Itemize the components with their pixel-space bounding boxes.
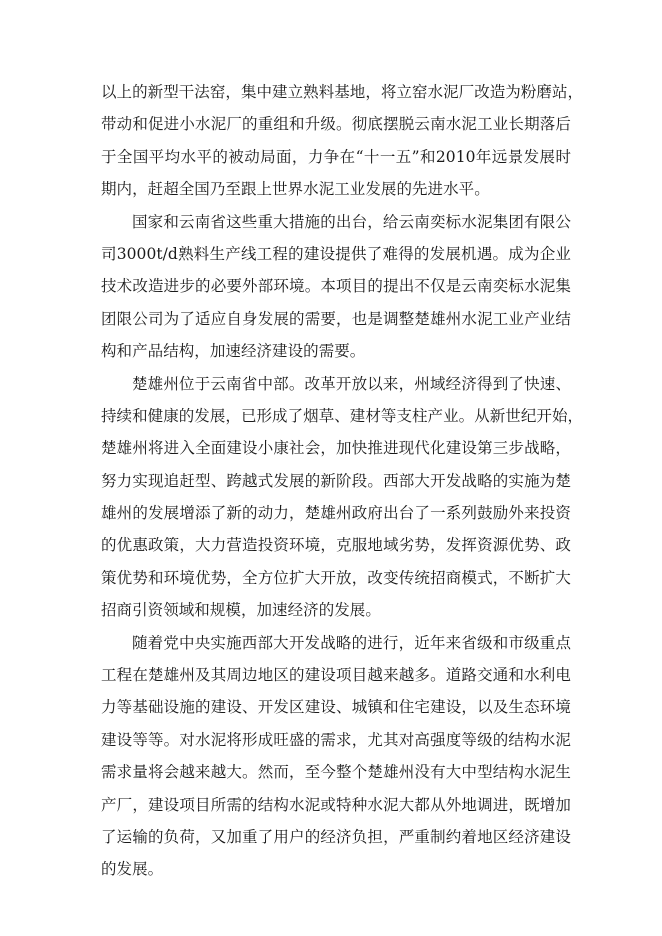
text-line: 持续和健康的发展，已形成了烟草、建材等支柱产业。从新世纪开始， xyxy=(101,406,584,425)
text-line: 团限公司为了适应自身发展的需要，也是调整楚雄州水泥工业产业结 xyxy=(101,309,571,328)
text-line: 了运输的负荷，又加重了用户的经济负担，严重制约着地区经济建设 xyxy=(101,827,571,846)
text-line: 雄州的发展增添了新的动力，楚雄州政府出台了一系列鼓励外来投资 xyxy=(101,504,571,523)
text-line: 建设等等。对水泥将形成旺盛的需求，尤其对高强度等级的结构水泥 xyxy=(101,730,571,749)
text-line: 力等基础设施的建设、开发区建设、城镇和住宅建设，以及生态环境 xyxy=(101,698,571,717)
text-line: 带动和促进小水泥厂的重组和升级。彻底摆脱云南水泥工业长期落后 xyxy=(101,115,571,134)
paragraph-end-line: 期内，赶超全国乃至跟上世界水泥工业发展的先进水平。 xyxy=(101,180,490,199)
text-line: 策优势和环境优势，全方位扩大开放，改变传统招商模式，不断扩大 xyxy=(101,568,571,587)
text-line: 努力实现追赶型、跨越式发展的新阶段。西部大开发战略的实施为楚 xyxy=(101,471,571,490)
paragraph-end-line: 的发展。 xyxy=(101,860,164,879)
paragraph-first-line: 国家和云南省这些重大措施的出台，给云南奕标水泥集团有限公 xyxy=(132,212,571,231)
text-line: 于全国平均水平的被动局面，力争在“十一五”和2010年远景发展时 xyxy=(101,147,571,166)
text-line: 技术改造进步的必要外部环境。本项目的提出不仅是云南奕标水泥集 xyxy=(101,277,571,296)
text-line: 的优惠政策，大力营造投资环境，克服地域劣势，发挥资源优势、政 xyxy=(101,536,571,555)
text-line: 楚雄州将进入全面建设小康社会，加快推进现代化建设第三步战略， xyxy=(101,439,571,458)
paragraph-end-line: 招商引资领域和规模，加速经济的发展。 xyxy=(101,601,381,620)
paragraph-first-line: 楚雄州位于云南省中部。改革开放以来，州域经济得到了快速、 xyxy=(132,374,571,393)
paragraph-end-line: 构和产品结构，加速经济建设的需要。 xyxy=(101,342,366,361)
paragraph-first-line: 随着党中央实施西部大开发战略的进行，近年来省级和市级重点 xyxy=(132,633,571,652)
text-line: 工程在楚雄州及其周边地区的建设项目越来越多。道路交通和水利电 xyxy=(101,666,571,685)
text-line: 需求量将会越来越大。然而，至今整个楚雄州没有大中型结构水泥生 xyxy=(101,763,571,782)
text-line: 产厂，建设项目所需的结构水泥或特种水泥大都从外地调进，既增加 xyxy=(101,795,571,814)
text-line: 司3000t/d熟料生产线工程的建设提供了难得的发展机遇。成为企业 xyxy=(101,244,571,263)
body-text xyxy=(101,76,584,886)
text-line: 以上的新型干法窑，集中建立熟料基地，将立窑水泥厂改造为粉磨站， xyxy=(101,83,584,101)
